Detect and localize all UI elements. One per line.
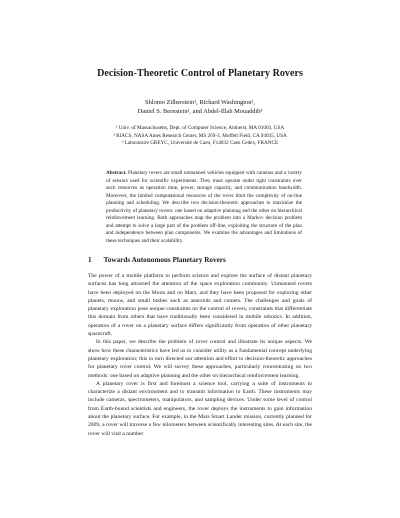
abstract-text: Planetary rovers are small unmanned vehicles equipped with cameras and a variety of sensors used for scientific experiments. They must operate under tight constraints over such resources as operation time, power, storage capacity, and communication bandwidth. Moreover, the limited computational resources of the rover limit the complexity of on-line planning and scheduling. We describe two decision-theoretic approaches to maximize the productivity of planetary rovers: one based on adaptive planning and the other on hierarchical reinforcement learning. Both approaches map the problem into a Markov decision problem and attempt to solve a large part of the problem off-line, exploiting the structure of the plan and independence between plan components. We examine the advantages and limitations of these techniques and their scalability. bbox=[106, 170, 302, 244]
abstract bbox=[106, 170, 302, 245]
section-title: Towards Autonomous Planetary Rovers bbox=[103, 256, 226, 264]
affiliation-2: ² RIACS, NASA Ames Research Center, MS 269-3, Moffett Field, CA 94035, USA bbox=[113, 132, 287, 139]
paper-title: Decision-Theoretic Control of Planetary Rovers bbox=[97, 68, 303, 79]
author-line-2: Daniel S. Bernstein¹, and Abdel-Illah Mouaddib³ bbox=[137, 108, 263, 115]
paragraph-3: A planetary rover is first and foremost a science tool, carrying a suite of instruments to characterize a distant environment and to transmit information to Earth. These instruments may include cameras, spectrometers, manipulators, and sampling devices. Under some level of control from Earth-bound scientists and engineers, the rover deploys the instruments to gain information about the planetary surface. For example, in the Mars Smart Lander mission, currently planned for 2009, a rover will traverse a few kilometers between scientifically interesting sites. At each site, the rover will visit a number bbox=[88, 380, 312, 437]
paragraph-1: The power of a mobile platform to perform science and explore the surface of distant planetary surfaces has long attracted the attention of the space exploration community. Unmanned rovers have been deployed on the Moon and on Mars, and they have been proposed for exploring other planets, moons, and small bodies such as asteroids and comets. The challenges and goals of planetary exploration pose unique constraints on the control of rovers, constraints that differentiate this domain from others that have traditionally been considered in mobile robotics. In addition, operation of a rover on a planetary surface differs significantly from operation of other planetary spacecraft. bbox=[88, 273, 312, 338]
paragraph-2: In this paper, we describe the problem of rover control and illustrate its unique aspects. We show how these characteristics have led us to consider utility as a fundamental concept underlying planetary exploration; this in turn directed our attention and effort to decision-theoretic approaches for planetary rover control. We will survey these approaches, particularly concentrating on two methods: one based on adaptive planning and the other on hierarchical reinforcement learning. bbox=[88, 339, 312, 379]
section-number: 1 bbox=[88, 256, 92, 264]
abstract-label: Abstract. bbox=[106, 170, 127, 176]
affiliation-1: ¹ Univ. of Massachusetts, Dept. of Computer Science, Amherst, MA 01003, USA bbox=[115, 125, 285, 131]
author-list bbox=[0, 98, 400, 116]
affiliation-list bbox=[0, 125, 400, 148]
affiliation-3: ³ Laboratoire GREYC, Université de Caen, F14032 Caen Cedex, FRANCE bbox=[121, 140, 279, 147]
section-heading bbox=[88, 256, 226, 264]
section-body bbox=[88, 272, 312, 438]
author-line-1: Shlomo Zilberstein¹, Richard Washington², bbox=[145, 99, 255, 106]
